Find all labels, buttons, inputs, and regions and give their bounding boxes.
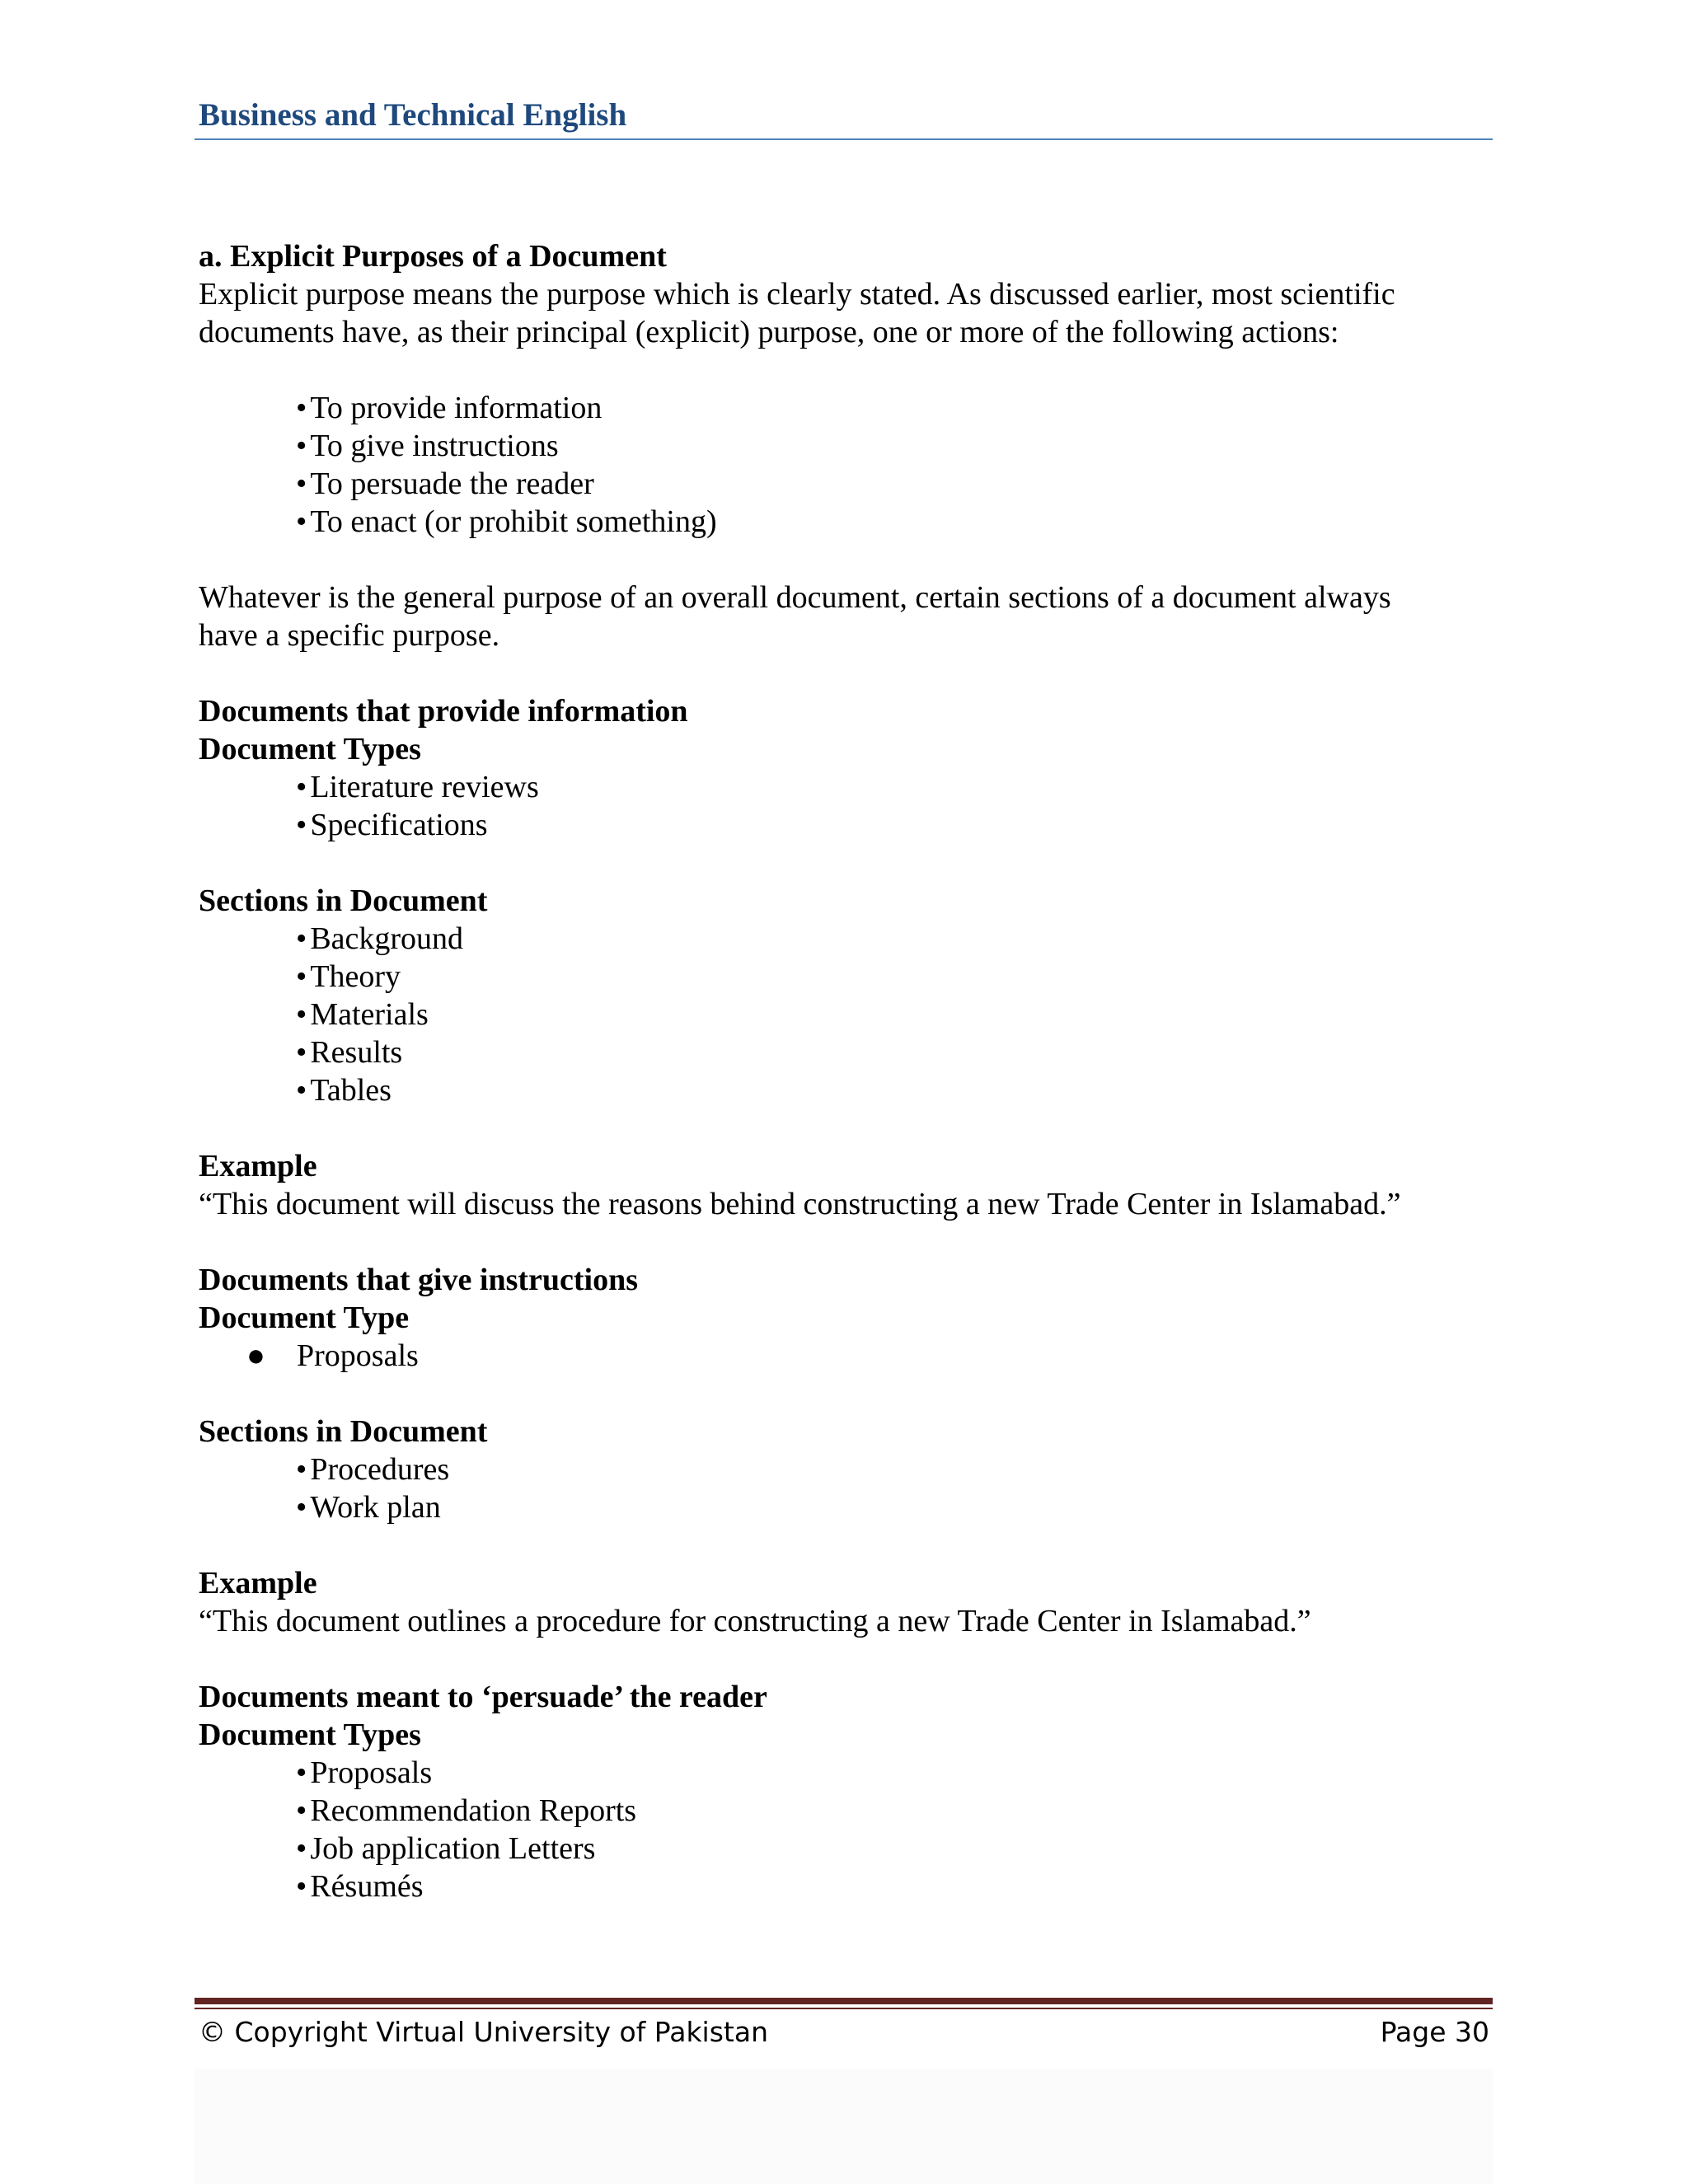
list-item: • Results: [296, 1035, 403, 1070]
instruction-docs-type-label: Document Type: [199, 1301, 410, 1335]
page-footer: [199, 2013, 1489, 2052]
instruction-docs-example-label: Example: [199, 1566, 317, 1601]
bullet-icon: •: [296, 504, 307, 539]
list-item: • Literature reviews: [296, 770, 539, 804]
list-item: • To enact (or prohibit something): [296, 504, 717, 539]
list-item: • Proposals: [296, 1755, 433, 1790]
info-docs-example-text: “This document will discuss the reasons behind constructing a new Trade Center in Islamabad.”: [199, 1187, 1401, 1221]
bullet-icon: •: [296, 1869, 307, 1904]
list-item: • Work plan: [296, 1490, 441, 1525]
intro-paragraph-line-2: documents have, as their principal (explicit) purpose, one or more of the following actions:: [199, 315, 1339, 349]
bullet-icon: •: [296, 1035, 307, 1070]
list-item: • Theory: [296, 959, 401, 994]
list-item: • Background: [296, 921, 464, 956]
bullet-icon: •: [296, 997, 307, 1032]
persuade-docs-heading: Documents meant to ‘persuade’ the reader: [199, 1680, 767, 1714]
section-heading: a. Explicit Purposes of a Document: [199, 239, 667, 274]
instruction-docs-example-text: “This document outlines a procedure for constructing a new Trade Center in Islamabad.”: [199, 1604, 1311, 1638]
info-docs-heading: Documents that provide information: [199, 694, 688, 729]
list-item: • Résumés: [296, 1869, 424, 1904]
bullet-icon: •: [296, 1831, 307, 1866]
bullet-icon: •: [296, 1452, 307, 1487]
list-item: • Materials: [296, 997, 429, 1032]
list-item: • Recommendation Reports: [296, 1793, 637, 1828]
list-item: • To provide information: [296, 391, 603, 425]
instruction-docs-sections-label: Sections in Document: [199, 1414, 488, 1449]
instruction-docs-sections-list: [199, 1451, 1493, 1526]
header-divider: [195, 138, 1493, 140]
general-purpose-line-1: Whatever is the general purpose of an overall document, certain sections of a document always: [199, 580, 1391, 615]
running-header-title: Business and Technical English: [199, 97, 627, 133]
bullet-icon: •: [296, 466, 307, 501]
page-number: Page 30: [1380, 2016, 1489, 2048]
list-item: • Specifications: [296, 808, 488, 842]
list-item: • Tables: [296, 1073, 392, 1108]
copyright-text: © Copyright Virtual University of Pakistan: [199, 2016, 768, 2048]
list-item: • To persuade the reader: [296, 466, 594, 501]
bullet-icon: •: [296, 959, 307, 994]
page-body: [199, 237, 1493, 1905]
info-docs-types-list: [199, 768, 1493, 844]
info-docs-types-label: Document Types: [199, 732, 421, 766]
footer-divider-thick: [195, 1998, 1493, 2004]
bullet-icon: •: [296, 1755, 307, 1790]
intro-paragraph-line-1: Explicit purpose means the purpose which is clearly stated. As discussed earlier, most scientific: [199, 277, 1395, 312]
instruction-docs-types-list: [199, 1337, 1493, 1375]
bullet-icon: ●: [246, 1338, 265, 1373]
actions-list: [199, 389, 1493, 541]
bullet-icon: •: [296, 1793, 307, 1828]
list-item: • Job application Letters: [296, 1831, 596, 1866]
bullet-icon: •: [296, 808, 307, 842]
info-docs-example-label: Example: [199, 1149, 317, 1183]
info-docs-sections-label: Sections in Document: [199, 883, 488, 918]
instruction-docs-heading: Documents that give instructions: [199, 1263, 639, 1297]
footer-divider-thin: [195, 2008, 1493, 2009]
bullet-icon: •: [296, 1073, 307, 1108]
persuade-docs-types-label: Document Types: [199, 1718, 421, 1752]
general-purpose-line-2: have a specific purpose.: [199, 618, 500, 653]
bullet-icon: •: [296, 429, 307, 463]
bullet-icon: •: [296, 1490, 307, 1525]
persuade-docs-types-list: [199, 1754, 1493, 1905]
list-item: • Procedures: [296, 1452, 450, 1487]
list-item: ● Proposals: [246, 1338, 419, 1373]
bullet-icon: •: [296, 770, 307, 804]
info-docs-sections-list: [199, 920, 1493, 1109]
footer-shade: [195, 2069, 1493, 2184]
bullet-icon: •: [296, 391, 307, 425]
bullet-icon: •: [296, 921, 307, 956]
list-item: • To give instructions: [296, 429, 559, 463]
